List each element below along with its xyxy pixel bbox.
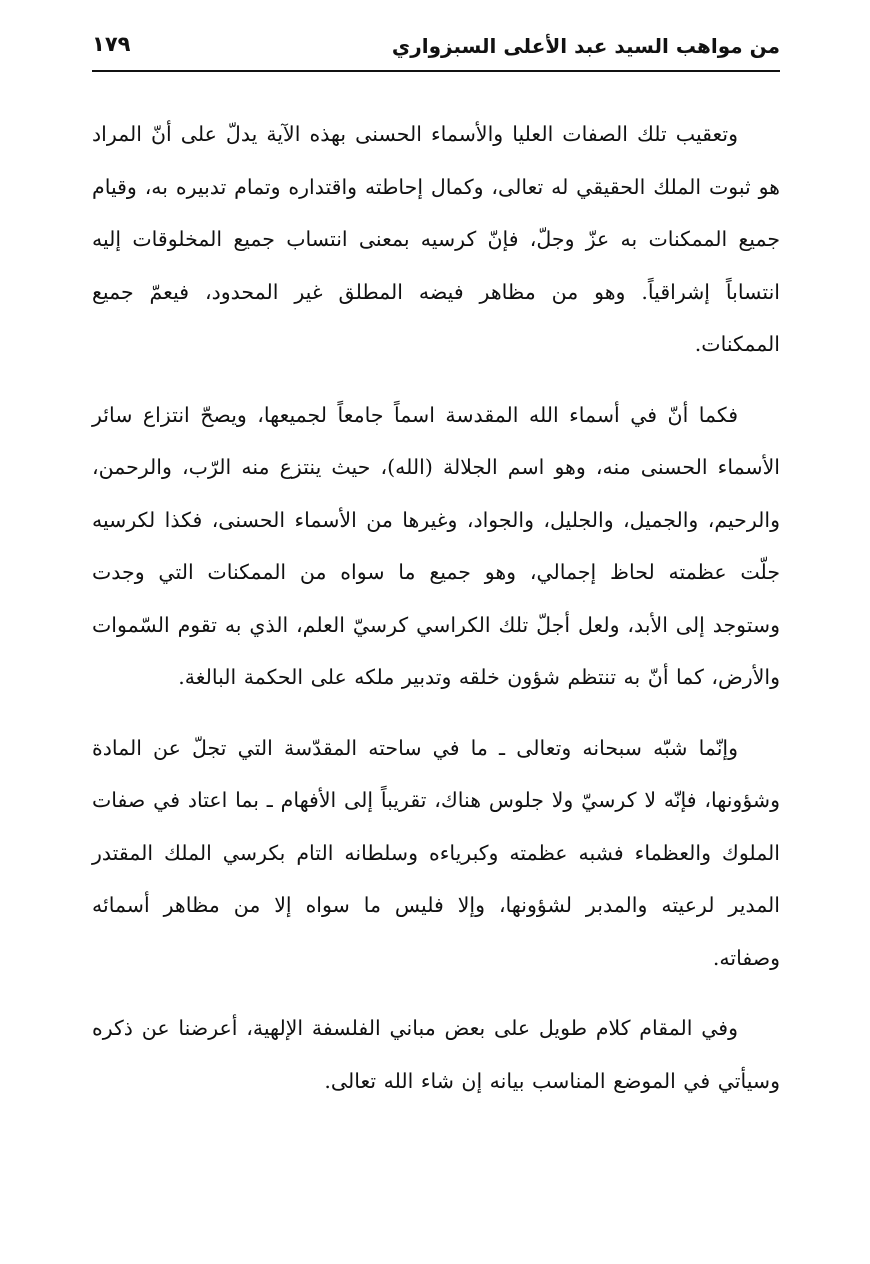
- running-title: من مواهب السيد عبد الأعلى السبزواري: [391, 34, 780, 58]
- running-header: [92, 30, 780, 70]
- paragraph-3: وإنّما شبّه سبحانه وتعالى ـ ما في ساحته المقدّسة التي تجلّ عن المادة وشؤونها، فإنّه لا كرسيّ ولا جلوس هناك، تقريباً إلى الأفهام ـ بما اعتاد في صفات الملوك والعظماء فشبه عظمته وكبرياءه وسلطانه التام بكرسي الملك المقتدر المدير لرعيته والمدبر لشؤونها، وإلا فليس ما سواه إلا من مظاهر أسمائه وصفاته.: [92, 735, 780, 970]
- header-rule: [92, 70, 780, 72]
- body-text: [92, 108, 780, 1107]
- paragraph-4: وفي المقام كلام طويل على بعض مباني الفلسفة الإلهية، أعرضنا عن ذكره وسيأتي في الموضع المناسب بيانه إن شاء الله تعالى.: [92, 1016, 780, 1093]
- page-number: ١٧٩: [92, 32, 131, 56]
- paragraph-1: وتعقيب تلك الصفات العليا والأسماء الحسنى بهذه الآية يدلّ على أنّ المراد هو ثبوت الملك الحقيقي له تعالى، وكمال إحاطته واقتداره وتمام تدبيره به، وقيام جميع الممكنات به عزّ وجلّ، فإنّ كرسيه بمعنى انتساب جميع المخلوقات إليه انتساباً إشراقياً. وهو من مظاهر فيضه المطلق غير المحدود، فيعمّ جميع الممكنات.: [92, 122, 780, 356]
- book-page: [92, 30, 780, 1107]
- paragraph-2: فكما أنّ في أسماء الله المقدسة اسماً جامعاً لجميعها، ويصحّ انتزاع سائر الأسماء الحسنى منه، وهو اسم الجلالة (الله)، حيث ينتزع منه الرّب، والرحمن، والرحيم، والجميل، والجليل، والجواد، وغيرها من الأسماء الحسنى، فكذا لكرسيه جلّت عظمته لحاظ إجمالي، وهو جميع ما سواه من الممكنات التي وجدت وستوجد إلى الأبد، ولعل أجلّ تلك الكراسي كرسيّ العلم، الذي به تقوم السّموات والأرض، كما أنّ به تنتظم شؤون خلقه وتدبير ملكه على الحكمة البالغة.: [92, 402, 780, 689]
